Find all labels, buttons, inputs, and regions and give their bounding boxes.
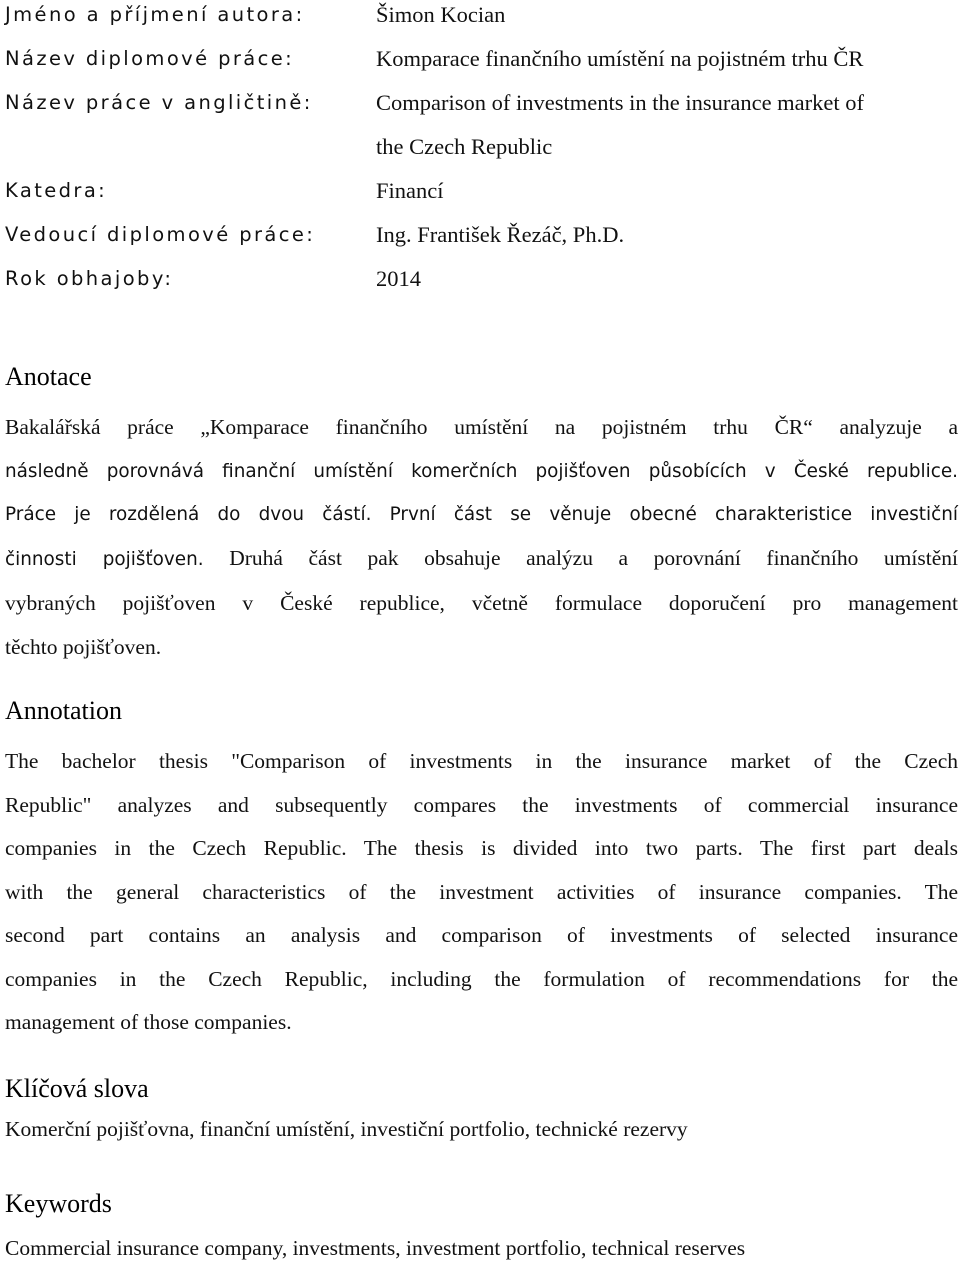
annotation-line: The bachelor thesis "Comparison of investments in the insurance market of the Czech: [5, 749, 958, 773]
anotace-line: [5, 537, 958, 583]
meta-row-department: [5, 176, 960, 220]
meta-row-supervisor: [5, 220, 960, 264]
meta-row-title-en: [5, 88, 960, 132]
meta-row-year: [5, 264, 960, 308]
author-value: Šimon Kocian: [376, 2, 506, 27]
anotace-body: [5, 406, 958, 669]
anotace-line: Práce je rozdělená do dvou částí. První část se věnuje obecné charakteristice investiční: [5, 504, 958, 525]
anotace-line: vybraných pojišťoven v České republice, včetně formulace doporučení pro management: [5, 591, 958, 615]
anotace-line: Bakalářská práce „Komparace finančního umístění na pojistném trhu ČR“ analyzuje a: [5, 415, 958, 439]
title-en-value-line-1: Comparison of investments in the insurance market of: [376, 90, 865, 115]
meta-row-author: [5, 0, 960, 44]
thesis-metadata: [5, 0, 960, 308]
section-annotation: [5, 696, 958, 1045]
section-klicova-slova: [5, 1074, 958, 1144]
klicova-slova-text: Komerční pojišťovna, finanční umístění, investiční portfolio, technické rezervy: [5, 1117, 688, 1141]
year-value: 2014: [376, 266, 421, 291]
anotace-line: těchto pojišťoven.: [5, 634, 162, 659]
anotace-line: následně porovnává finanční umístění komerčních pojišťoven působících v České republice.: [5, 460, 958, 482]
anotace-heading: Anotace: [5, 362, 92, 391]
supervisor-value: Ing. František Řezáč, Ph.D.: [376, 222, 625, 247]
title-en-label: Název práce v angličtině:: [5, 91, 313, 114]
keywords-text: Commercial insurance company, investments, investment portfolio, technical reserves: [5, 1236, 746, 1260]
author-label: Jméno a příjmení autora:: [5, 3, 305, 26]
title-en-value-line-2: the Czech Republic: [376, 134, 553, 159]
section-anotace: [5, 362, 958, 669]
annotation-line: second part contains an analysis and comparison of investments of selected insurance: [5, 923, 958, 947]
annotation-line: with the general characteristics of the investment activities of insurance companies. The: [5, 879, 958, 904]
department-label: Katedra:: [5, 179, 108, 202]
keywords-heading: Keywords: [5, 1189, 112, 1218]
title-cz-value: Komparace finančního umístění na pojistném trhu ČR: [376, 46, 864, 71]
annotation-line: companies in the Czech Republic. The thesis is divided into two parts. The first part deals: [5, 836, 958, 860]
anotace-line-part: Druhá část pak obsahuje analýzu a porovnání finančního umístění: [203, 545, 958, 570]
supervisor-label: Vedoucí diplomové práce:: [5, 223, 316, 246]
klicova-slova-heading: Klíčová slova: [5, 1074, 149, 1103]
title-cz-label: Název diplomové práce:: [5, 47, 295, 70]
annotation-body: [5, 740, 958, 1045]
year-label: Rok obhajoby:: [5, 267, 174, 290]
annotation-line: management of those companies.: [5, 1010, 292, 1034]
annotation-heading: Annotation: [5, 696, 122, 725]
annotation-line: companies in the Czech Republic, including the formulation of recommendations for the: [5, 966, 958, 991]
meta-row-title-en-cont: [5, 132, 960, 176]
annotation-line: Republic" analyzes and subsequently compares the investments of commercial insurance: [5, 792, 958, 817]
section-keywords: [5, 1189, 958, 1263]
meta-row-title-cz: [5, 44, 960, 88]
department-value: Financí: [376, 178, 444, 203]
anotace-line-part: činnosti pojišťoven.: [5, 548, 204, 570]
